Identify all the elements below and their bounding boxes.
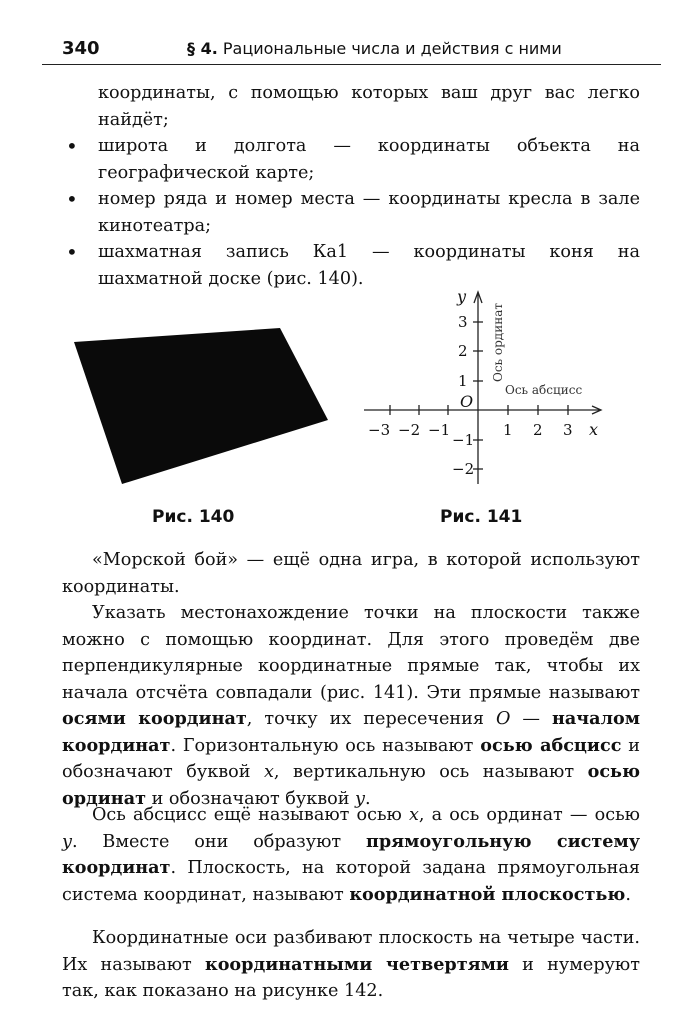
x-axis-label: x: [589, 420, 599, 439]
term-abscissa-axis: осью абсцисс: [480, 734, 622, 756]
list-item: • шахматная запись Ка1 — координаты коня на шахматной доске (рис. 140).: [62, 239, 640, 292]
y-axis-name: Ось ординат: [491, 303, 505, 382]
term-ordinate-axis: осью ординат: [62, 761, 641, 809]
x-tick-label: 3: [563, 421, 573, 439]
figure-140-caption: Рис. 140: [152, 507, 235, 527]
x-axis-name: Ось абсцисс: [505, 383, 583, 397]
section-title: Рациональные числа и действия с ними: [222, 39, 562, 58]
running-title: [187, 39, 562, 58]
page-number: 340: [62, 38, 100, 59]
bullet-list: [62, 133, 640, 292]
figure-140-board: [70, 328, 330, 488]
section-mark: § 4.: [187, 39, 218, 58]
term-rectangular-system: прямоугольную систему координат: [62, 830, 640, 878]
list-item: • номер ряда и номер места — координаты кресла в зале кинотеатра;: [62, 186, 640, 239]
x-tick-label: −2: [398, 421, 421, 439]
x-tick-label: −3: [368, 421, 391, 439]
term-origin: началом координат: [62, 708, 641, 756]
term-coordinate-plane: координатной плоскостью: [349, 883, 626, 905]
paragraph-quadrants: Координатные оси разбивают плоскость на четыре части. Их называют координатными четвертями и нумеруют так, как показано на рисунке 142.: [62, 928, 640, 1001]
origin-label: O: [460, 392, 474, 411]
y-tick-label: 1: [458, 372, 468, 390]
paragraph-coordinate-system: Ось абсцисс ещё называют осью x, а ось ординат — осью y. Вместе они образуют прямоугольную систему координат. Плоскость, на которой задана прямоугольная система координат, называют координатной плоскостью.: [62, 805, 640, 905]
y-tick-label: −1: [452, 431, 475, 449]
x-tick-label: 1: [503, 421, 513, 439]
term-coordinate-axes: осями координат: [62, 708, 247, 729]
figure-141-caption: Рис. 141: [440, 507, 523, 527]
y-axis-label: y: [457, 287, 467, 306]
x-tick-label: 2: [533, 421, 543, 439]
chessboard-shape: [74, 328, 328, 484]
figure-141-coordinate-plane: [360, 284, 610, 489]
paragraph-axes-definition: Указать местонахождение точки на плоскости также можно с помощью координат. Для этого проведём две перпендикулярные координатные прямые так, чтобы их начала отсчёта совпадали (рис. 141). Эти прямые называют осями координат, точку их пересечения O — началом координат. Горизонтальную ось называют осью абсцисс и обозначают буквой x, вертикальную ось называют осью ординат и обозначают буквой y.: [62, 603, 641, 809]
term-quadrants: координатными четвертями: [204, 953, 509, 975]
y-tick-label: −2: [452, 460, 475, 478]
page-header: [42, 34, 661, 65]
y-tick-label: 2: [458, 342, 468, 360]
y-tick-label: 3: [458, 313, 468, 331]
paragraph-sea-battle: «Морской бой» — ещё одна игра, в которой используют координаты.: [62, 550, 640, 597]
x-tick-label: −1: [428, 421, 451, 439]
intro-continuation: координаты, с помощью которых ваш друг вас легко найдёт;: [98, 83, 640, 130]
list-item: • широта и долгота — координаты объекта на географической карте;: [62, 133, 640, 186]
